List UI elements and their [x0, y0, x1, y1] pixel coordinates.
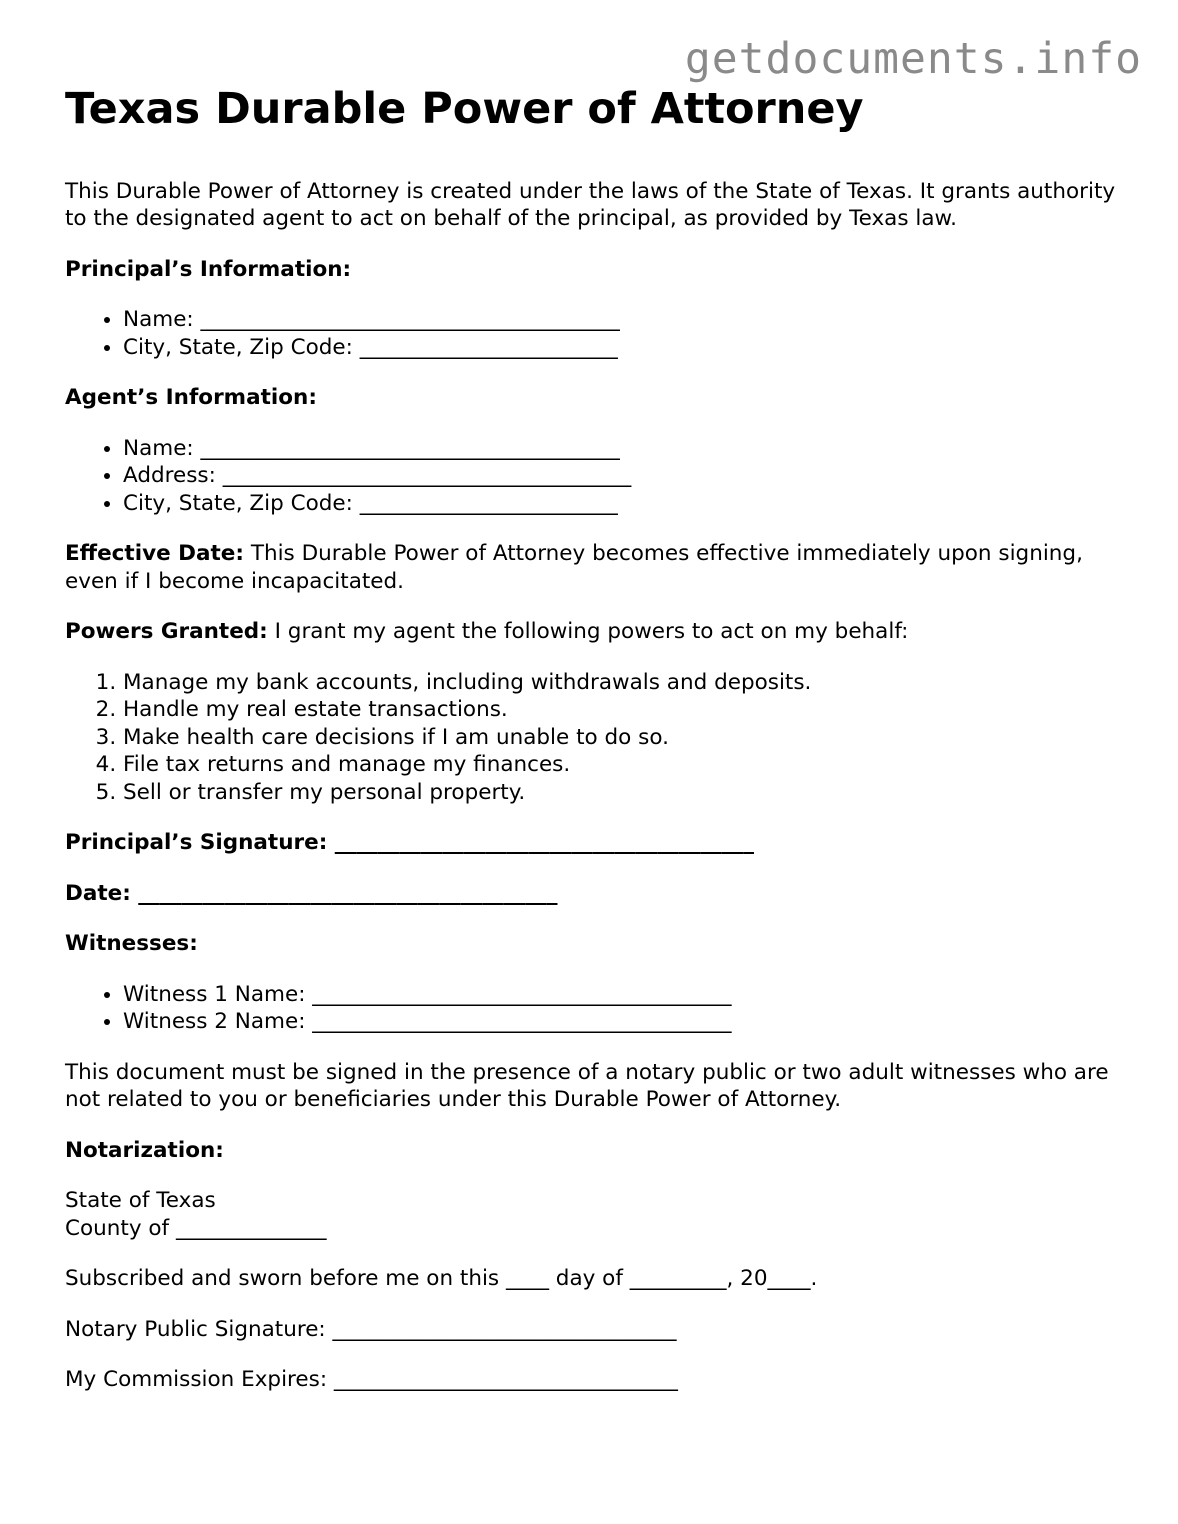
power-item: 5. Sell or transfer my personal property. — [123, 779, 1125, 807]
agent-heading: Agent’s Information: — [65, 385, 317, 411]
document-page — [65, 84, 1125, 1417]
effective-date-label: Effective Date: — [65, 541, 244, 567]
witnesses-heading: Witnesses: — [65, 931, 198, 957]
powers-label: Powers Granted: — [65, 619, 268, 645]
principal-signature-blank: _______________________________________ — [327, 830, 755, 856]
document-title: Texas Durable Power of Attorney — [65, 84, 864, 134]
date-blank: _______________________________________ — [130, 880, 558, 906]
agent-city-field: • City, State, Zip Code: ________________________ — [123, 490, 1125, 518]
notarization-heading: Notarization: — [65, 1137, 224, 1163]
notarization-section — [65, 1137, 1125, 1394]
powers-paragraph — [65, 618, 1125, 646]
witness-fields — [65, 981, 1125, 1036]
principal-heading: Principal’s Information: — [65, 256, 352, 282]
county-line: County of ______________ — [65, 1215, 327, 1241]
principal-name-field: • Name: _______________________________________ — [123, 306, 1125, 334]
power-item: 4. File tax returns and manage my finances. — [123, 751, 1125, 779]
witness-1-field: • Witness 1 Name: _______________________________________ — [123, 981, 1125, 1009]
date-line — [65, 880, 1125, 908]
intro-paragraph: This Durable Power of Attorney is created under the laws of the State of Texas. It grants authority to the designated agent to act on behalf of the principal, as provided by Texas law. — [65, 178, 1116, 232]
effective-date-text: This Durable Power of Attorney becomes effective immediately upon signing, even if I become incapacitated. — [65, 541, 1083, 594]
power-item: 2. Handle my real estate transactions. — [123, 696, 1125, 724]
witness-note: This document must be signed in the presence of a notary public or two adult witnesses who are not related to you or beneficiaries under this Durable Power of Attorney. — [65, 1059, 1109, 1113]
witness-2-field: • Witness 2 Name: _______________________________________ — [123, 1008, 1125, 1036]
date-label: Date: — [65, 880, 131, 906]
principal-signature-line — [65, 829, 1125, 857]
commission-line: My Commission Expires: ________________________________ — [65, 1367, 678, 1393]
principal-fields — [65, 306, 1125, 361]
watermark: getdocuments.info — [684, 34, 1142, 84]
agent-name-field: • Name: _______________________________________ — [123, 435, 1125, 463]
power-item: 1. Manage my bank accounts, including withdrawals and deposits. — [123, 669, 1125, 697]
powers-list — [65, 669, 1125, 807]
power-item: 3. Make health care decisions if I am unable to do so. — [123, 724, 1125, 752]
agent-fields — [65, 435, 1125, 518]
powers-text: I grant my agent the following powers to act on my behalf: — [267, 619, 909, 645]
effective-date-paragraph — [65, 540, 1125, 595]
principal-signature-label: Principal’s Signature: — [65, 830, 328, 856]
state-line: State of Texas — [65, 1188, 216, 1214]
principal-city-field: • City, State, Zip Code: ________________________ — [123, 334, 1125, 362]
sworn-line: Subscribed and sworn before me on this ____ day of _________, 20____. — [65, 1266, 818, 1292]
agent-address-field: • Address: ______________________________________ — [123, 462, 1125, 490]
venue — [65, 1187, 1125, 1242]
notary-signature-line: Notary Public Signature: ________________________________ — [65, 1316, 677, 1342]
